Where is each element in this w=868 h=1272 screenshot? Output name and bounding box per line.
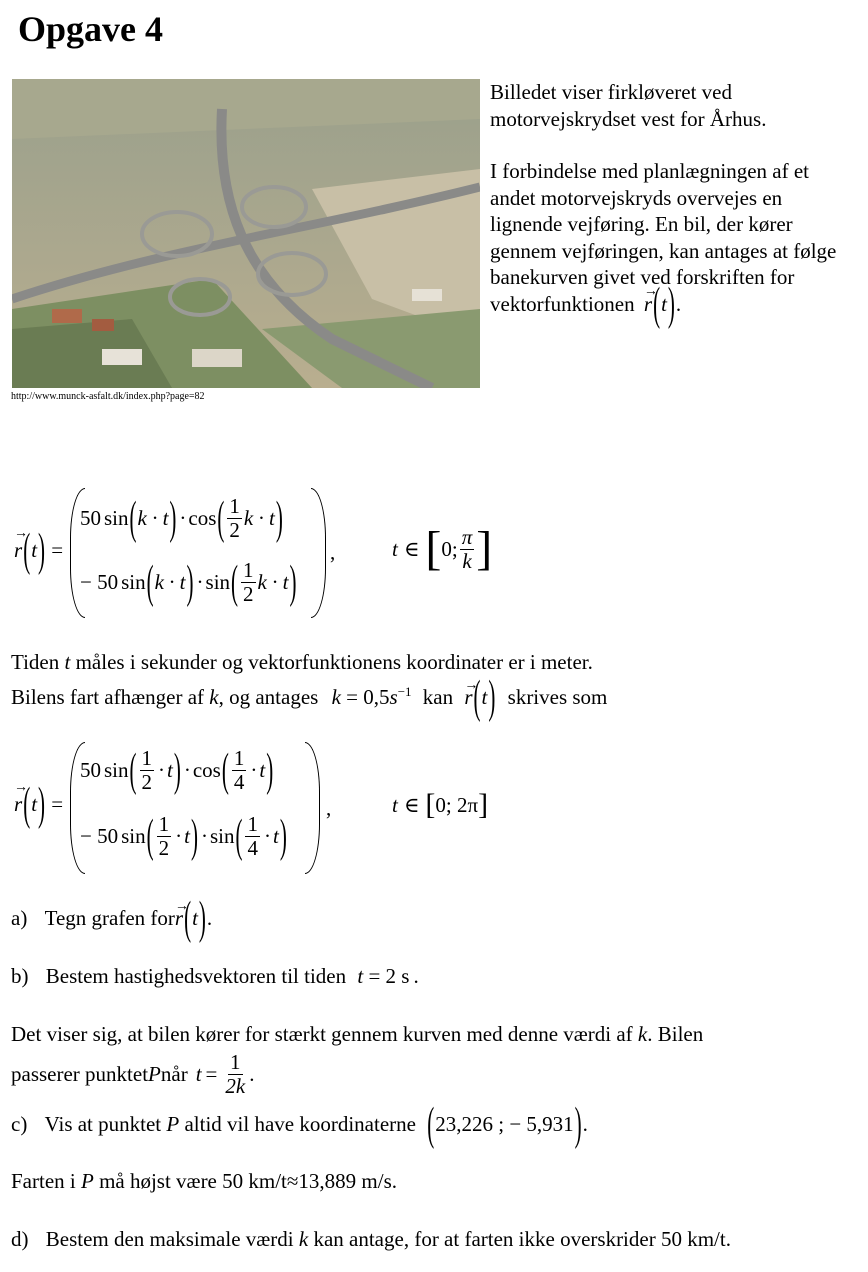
eq2-r1-dot-a: · <box>158 758 166 782</box>
eq2-r1-coef: 50 <box>80 758 101 782</box>
question-b-text: Bestem hastighedsvektoren til tiden <box>45 964 347 988</box>
eq1-r2-dot: · <box>196 570 204 594</box>
eq2-domain <box>392 788 488 822</box>
question-c-label: c) <box>11 1112 28 1136</box>
eq1-equals: = <box>51 538 64 562</box>
eq1-r2-p4: ) <box>289 555 297 608</box>
eq1-lhs-paren-close: ) <box>38 523 46 576</box>
text-line-1-b: måles i sekunder og vektorfunktionens koordinater er i meter. <box>70 650 593 674</box>
question-b-val: = 2 s <box>368 964 410 988</box>
eq1-lhs-r: → r <box>14 538 22 563</box>
question-c-p1: ( <box>427 1097 435 1150</box>
eq1-domain-t: t <box>392 536 398 561</box>
eq2-r2-p4: ) <box>279 809 287 862</box>
eq2-r1-p2: ) <box>173 743 181 796</box>
eq1-domain-zero: 0; <box>441 536 458 561</box>
text-line-2-t: t <box>481 685 488 709</box>
eq1-domain-bracket-open: [ <box>425 522 442 575</box>
mid-line-1-k: k <box>637 1022 648 1046</box>
eq2-vector <box>70 742 320 872</box>
eq1-lhs-paren-open: ( <box>23 523 31 576</box>
question-c <box>11 1097 588 1150</box>
question-c-coords: 23,226 ; − 5,931 <box>435 1112 574 1136</box>
eq2-r1-quarter: $\frac{1}{4}$ <box>233 746 245 794</box>
eq2-r2-sin2: sin <box>209 824 235 848</box>
intro-paragraph-2-text: I forbindelse med planlægningen af et andet motorvejskryds overvejes en lignende vejføring. En bil, der kører gennem vejføringen, kan antages at følge banekurven givet ved forskriften for vektorfunktionen <box>490 159 837 316</box>
question-a-p2: ) <box>198 891 206 944</box>
question-d-label: d) <box>11 1227 29 1251</box>
question-d-k: k <box>298 1227 309 1251</box>
eq1-r2-p1: ( <box>146 555 154 608</box>
question-a-p1: ( <box>184 891 192 944</box>
mid-line-2-eq: = <box>205 1062 218 1086</box>
question-d-text-a: Bestem den maksimale værdi <box>45 1227 299 1251</box>
speed-line <box>11 1167 397 1196</box>
question-d-text-b: kan antage, for at farten ikke overskrider 50 km/t. <box>308 1227 731 1251</box>
eq2-r1-dot: · <box>183 758 191 782</box>
question-c-text-b: altid vil have koordinaterne <box>179 1112 416 1136</box>
mid-line-2-a: passerer punktet <box>11 1062 149 1086</box>
eq1-comma: , <box>330 540 336 564</box>
question-d <box>11 1225 731 1254</box>
text-line-2-k: k <box>209 685 219 709</box>
eq1-lhs <box>14 523 64 576</box>
eq1-domain-bracket-close: ] <box>476 522 493 575</box>
intro-vector-r: → r <box>644 292 652 316</box>
eq1-r2-k-t: k · t <box>257 570 289 594</box>
eq2-r2-t-a: t <box>184 824 190 848</box>
text-line-2-p1: ( <box>473 670 481 723</box>
eq2-lhs-paren-open: ( <box>23 777 31 830</box>
speed-line-c: 13,889 m/s. <box>298 1169 398 1193</box>
eq1-row-1 <box>80 491 284 544</box>
text-line-2 <box>11 670 608 723</box>
text-line-2-c: skrives som <box>507 685 608 709</box>
intro-paragraph-2 <box>490 158 840 330</box>
eq2-comma: , <box>326 796 332 820</box>
text-line-2-keq: k <box>331 685 341 709</box>
eq2-r1-sin: sin <box>104 758 129 782</box>
eq2-r2-quarter: $\frac{1}{4}$ <box>247 812 258 860</box>
eq2-lhs-t: t <box>31 792 38 816</box>
eq2-lhs <box>14 777 64 830</box>
intro-vector-t: t <box>661 291 667 316</box>
eq1-r2-kt: k · t <box>154 570 186 594</box>
eq2-r1-p1: ( <box>129 743 137 796</box>
eq1-r2-coef: − 50 <box>80 570 119 594</box>
intro-paren-open: ( <box>653 276 661 330</box>
eq1-row-2 <box>80 555 297 608</box>
eq2-r1-dot-b: · <box>250 758 258 782</box>
exercise-title: Opgave 4 <box>18 9 164 49</box>
text-line-2-val: = 0,5 <box>346 685 390 709</box>
eq1-r2-sin: sin <box>121 570 146 594</box>
eq2-domain-t: t <box>392 792 398 817</box>
eq2-bracket-right <box>305 742 320 874</box>
eq2-domain-in: ∈ <box>403 792 420 817</box>
eq1-r1-p2: ) <box>169 491 177 544</box>
eq1-r2-p2: ) <box>186 555 194 608</box>
eq2-r2-half: $\frac{1}{2}$ <box>158 812 170 860</box>
question-a-label: a) <box>11 906 28 930</box>
speed-line-a: Farten i <box>11 1169 81 1193</box>
eq2-equals: = <box>51 792 64 816</box>
eq1-bracket-right <box>311 488 326 618</box>
question-c-text-a: Vis at punktet <box>44 1112 167 1136</box>
mid-paragraph-line-2 <box>11 1052 254 1097</box>
question-a-text: Tegn grafen for <box>44 906 175 930</box>
eq1-r1-p1: ( <box>129 491 137 544</box>
question-a <box>11 891 213 944</box>
eq1-r1-cos: cos <box>188 506 217 530</box>
eq1-vector <box>70 488 326 616</box>
text-line-2-kan: kan <box>422 685 454 709</box>
question-b-label: b) <box>11 964 29 988</box>
text-line-2-exp: −1 <box>397 684 412 699</box>
eq2-r2-t-b: t <box>272 824 279 848</box>
mid-line-2-tail: . <box>249 1062 255 1086</box>
eq2-r2-coef: − 50 <box>80 824 119 848</box>
intro-paragraph-1: Billedet viser firkløveret ved motorvejskrydset vest for Århus. <box>490 80 767 131</box>
question-b-tail: . <box>413 964 419 988</box>
question-c-tail: . <box>582 1112 588 1136</box>
eq2-r1-t-b: t <box>259 758 266 782</box>
text-line-2-a: Bilens fart afhænger af <box>11 685 210 709</box>
eq1-r1-p3: ( <box>217 491 225 544</box>
eq1-r1-sin: sin <box>104 506 129 530</box>
speed-line-approx: ≈ <box>286 1169 299 1193</box>
eq2-row-1 <box>80 743 274 796</box>
eq2-r1-p4: ) <box>266 743 274 796</box>
eq2-domain-bracket-close: ] <box>478 788 489 821</box>
intro-text <box>490 79 840 330</box>
text-line-2-r: → r <box>464 683 472 712</box>
eq1-r2-sin2: sin <box>205 570 231 594</box>
text-line-2-p2: ) <box>488 670 496 723</box>
eq2-lhs-paren-close: ) <box>38 777 46 830</box>
question-b-t: t <box>357 964 364 988</box>
photo-source-url: http://www.munck-asfalt.dk/index.php?page=82 <box>11 391 205 402</box>
question-b <box>11 962 419 991</box>
eq2-r2-sin: sin <box>121 824 146 848</box>
mid-line-2-b: når <box>160 1062 188 1086</box>
question-a-tail: . <box>206 906 213 930</box>
eq1-r2-half: $\frac{1}{2}$ <box>243 558 254 606</box>
eq1-r1-p4: ) <box>275 491 283 544</box>
text-line-2-unit: s <box>389 685 398 709</box>
question-c-p: P <box>166 1112 180 1136</box>
text-line-1 <box>11 648 593 677</box>
eq2-r2-dot-a: · <box>175 824 183 848</box>
aerial-photo <box>12 79 480 388</box>
eq2-r2-p1: ( <box>146 809 154 862</box>
eq2-r1-t-a: t <box>167 758 173 782</box>
intro-paren-close: ) <box>667 276 675 330</box>
question-c-p2: ) <box>574 1097 582 1150</box>
eq1-lhs-t: t <box>31 538 38 562</box>
eq2-r1-p3: ( <box>221 743 229 796</box>
text-line-1-a: Tiden <box>11 650 65 674</box>
eq2-r2-dot: · <box>200 824 208 848</box>
eq2-row-2 <box>80 809 288 862</box>
eq1-r1-half: $\frac{1}{2}$ <box>229 494 240 542</box>
speed-line-p: P <box>80 1169 94 1193</box>
mid-line-1-b: . Bilen <box>647 1022 704 1046</box>
eq2-r2-p3: ( <box>235 809 243 862</box>
eq1-r2-p3: ( <box>231 555 239 608</box>
eq2-lhs-r: → r <box>14 792 22 817</box>
intro-period: . <box>675 291 682 316</box>
eq1-r1-coef: 50 <box>80 506 101 530</box>
eq1-r1-kt: k · t <box>137 506 169 530</box>
eq1-domain <box>392 522 493 575</box>
eq1-r1-k-t: k · t <box>243 506 275 530</box>
question-a-t: t <box>192 906 198 930</box>
eq1-r1-dot: · <box>179 506 187 530</box>
eq2-r1-cos: cos <box>192 758 221 782</box>
question-a-r: → r <box>175 904 183 933</box>
eq2-r2-dot-b: · <box>263 824 271 848</box>
eq2-r1-half: $\frac{1}{2}$ <box>141 746 153 794</box>
speed-line-b: må højst være 50 km/t <box>93 1169 287 1193</box>
mid-line-2-frac: $\frac{1}{2k}$ <box>225 1050 246 1098</box>
eq2-domain-bracket-open: [ <box>425 788 436 821</box>
aerial-photo-drawing <box>12 79 480 388</box>
text-line-2-b: , og antages <box>218 685 319 709</box>
mid-paragraph-line-1 <box>11 1020 703 1049</box>
text-line-1-t: t <box>64 650 71 674</box>
eq2-r2-p2: ) <box>190 809 198 862</box>
mid-line-2-t: t <box>195 1062 202 1086</box>
eq1-domain-in: ∈ <box>403 536 420 561</box>
eq2-domain-interval: 0; 2π <box>435 792 479 817</box>
mid-line-2-p: P <box>148 1062 161 1086</box>
eq1-domain-frac: $\frac{\pi}{k}$ <box>461 524 473 573</box>
mid-line-1-a: Det viser sig, at bilen kører for stærkt gennem kurven med denne værdi af <box>11 1022 638 1046</box>
